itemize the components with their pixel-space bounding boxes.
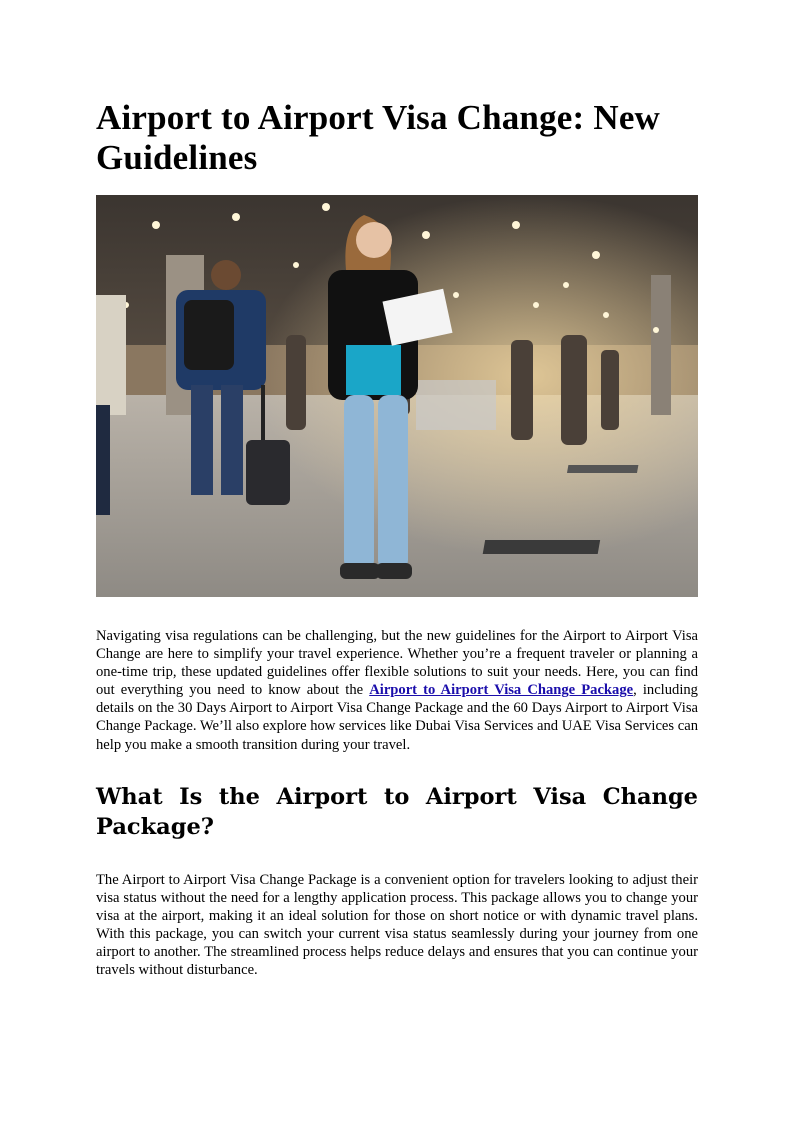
intro-text-end: , including details on the 30 Days Airport to Airport Visa Change Package and the 60 Days Airport to Airport Visa Change Package. We’ll also explore how services like Dubai Visa Services and UAE Visa Services can help you make a smooth transition during your travel. <box>96 682 698 753</box>
airport-photo-illustration <box>96 195 698 597</box>
intro-paragraph <box>96 627 698 754</box>
section-heading: What Is the Airport to Airport Visa Change Package? <box>96 784 698 840</box>
intro-text-start: Navigating visa regulations can be challenging, but the new guidelines for the Airport to Airport Visa Change are here to simplify your travel experience. Whether you’re a frequent traveler or planning a one-time trip, these updated guidelines offer flexible solutions to suit your needs. Here, you can find out everything you need to know about the <box>96 628 698 699</box>
page-title: Airport to Airport Visa Change: New Guidelines <box>96 98 661 177</box>
section-paragraph: The Airport to Airport Visa Change Package is a convenient option for travelers looking to adjust their visa status without the need for a lengthy application process. This package allows you to change your visa at the airport, making it an ideal solution for those on short notice or with dynamic travel plans. With this package, you can switch your current visa status seamlessly during your journey from one airport to another. The streamlined process helps reduce delays and ensures that you can continue your travels without disturbance. <box>96 872 698 979</box>
hero-image <box>96 195 698 597</box>
visa-change-package-link[interactable]: Airport to Airport Visa Change Package <box>369 682 634 699</box>
